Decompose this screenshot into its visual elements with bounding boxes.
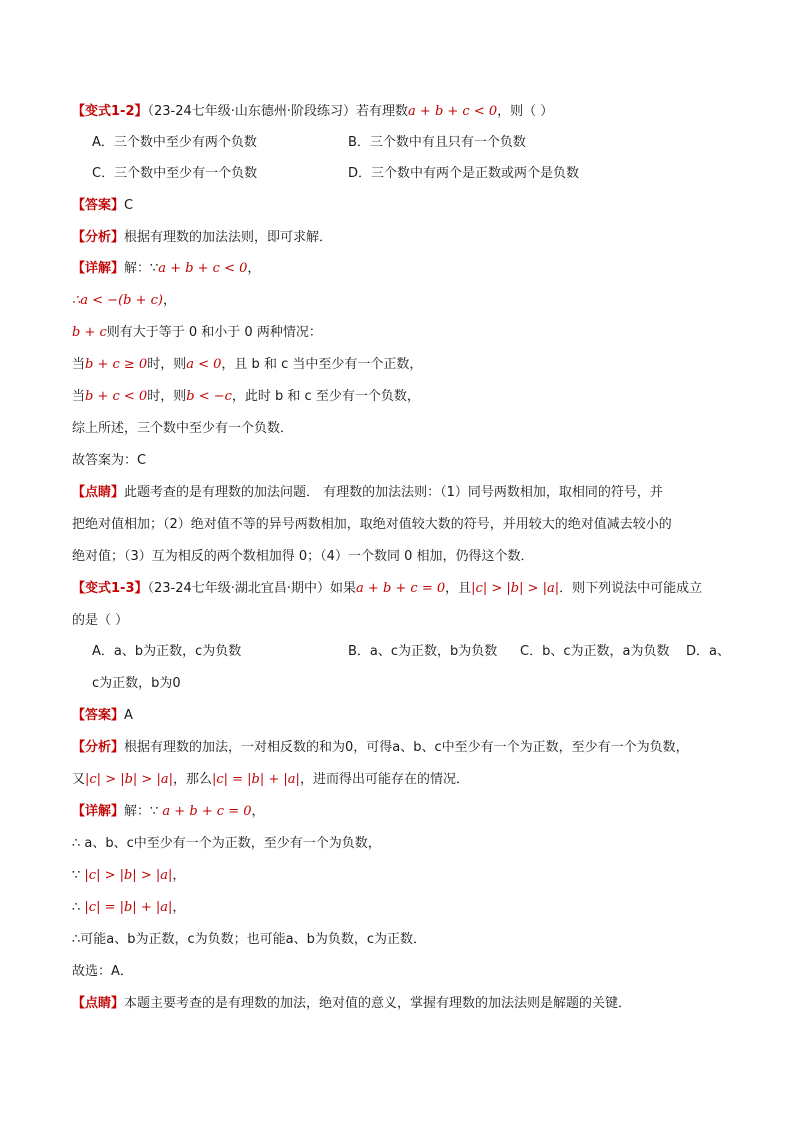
math-expression: a + b + c < 0 (158, 261, 248, 276)
detail-line-2 (72, 291, 734, 311)
analysis-text: 又 (72, 772, 86, 787)
math-expression: |c| > |b| > |a| (471, 581, 560, 596)
detail-text: ∵ (72, 868, 85, 883)
math-expression: |c| = |b| + |a| (211, 772, 300, 787)
answer-tag: 【答案】 (72, 708, 125, 723)
question-tag: 【变式1-3】 (72, 581, 148, 596)
analysis-text: 根据有理数的加法法则，即可求解． (124, 230, 333, 245)
detail-text: ， (172, 868, 186, 883)
analysis-line-2 (72, 770, 734, 790)
detail-text: ， (172, 900, 186, 915)
detail-text: ，且 b 和 c 当中至少有一个正数， (221, 357, 423, 372)
detail-line-4 (72, 898, 734, 918)
answer-line (72, 706, 734, 726)
analysis-tag: 【分析】 (72, 230, 125, 245)
math-expression: a + b + c = 0 (162, 804, 252, 819)
detail-line-7: 故答案为：C (72, 453, 147, 468)
math-expression: a < 0 (186, 357, 222, 372)
analysis-tag: 【分析】 (72, 740, 125, 755)
question-text: ，且 (445, 581, 472, 596)
analysis-text: ，那么 (172, 772, 212, 787)
question-1-3 (72, 579, 734, 599)
detail-line-1 (72, 259, 734, 279)
option-d-continued: c为正数，b为0 (92, 676, 181, 691)
math-expression: b + c (72, 325, 107, 340)
detail-line-6: 综上所述，三个数中至少有一个负数． (72, 421, 294, 436)
detail-text: ， (162, 293, 176, 308)
comment-tag: 【点睛】 (72, 485, 125, 500)
analysis-line-1 (72, 738, 734, 758)
analysis-line (72, 228, 734, 248)
comment-tag: 【点睛】 (72, 996, 125, 1011)
option-b: B．三个数中有且只有一个负数 (348, 135, 526, 150)
detail-tag: 【详解】 (72, 804, 125, 819)
math-expression: b < −c (186, 389, 232, 404)
math-expression: |c| > |b| > |a| (84, 868, 173, 883)
question-source: （23-24七年级·山东德州·阶段练习）若有理数 (147, 104, 409, 119)
answer-value: C (124, 198, 134, 213)
option-c: C．b、c为正数，a为负数 (520, 644, 670, 659)
question-1-2 (72, 102, 734, 122)
detail-text: 当 (72, 357, 86, 372)
detail-line-5: ∴可能a、b为正数，c为负数；也可能a、b为负数，c为正数． (72, 932, 427, 947)
math-expression: |c| > |b| > |a| (85, 772, 173, 787)
detail-text: 则有大于等于 0 和小于 0 两种情况： (106, 325, 322, 340)
answer-tag: 【答案】 (72, 198, 125, 213)
comment-line (72, 994, 734, 1014)
comment-line-3: 绝对值；（3）互为相反的两个数相加得 0；（4）一个数同 0 相加，仍得这个数． (72, 549, 534, 564)
question-1-3-line-2: 的是（ ） (72, 613, 129, 628)
comment-text: 本题主要考查的是有理数的加法，绝对值的意义，掌握有理数的加法法则是解题的关键． (124, 996, 632, 1011)
comment-line-2: 把绝对值相加；（2）绝对值不等的异号两数相加，取绝对值较大数的符号，并用较大的绝对值减去较小的 (72, 517, 672, 532)
detail-text: ， (251, 804, 265, 819)
detail-text: ∴ (72, 900, 85, 915)
option-d: D．a、 (686, 644, 730, 659)
math-expression: b + c < 0 (85, 389, 148, 404)
detail-line-3 (72, 323, 734, 343)
analysis-text: ，进而得出可能存在的情况． (299, 772, 469, 787)
detail-line-4 (72, 355, 734, 375)
comment-text: 此题考查的是有理数的加法问题． 有理数的加法法则：（1）同号两数相加，取相同的符号，并 (124, 485, 663, 500)
comment-line-1 (72, 483, 734, 503)
option-b: B．a、c为正数，b为负数 (348, 644, 498, 659)
question-tail: ．则下列说法中可能成立 (559, 581, 703, 596)
answer-value: A (124, 708, 133, 723)
detail-tag: 【详解】 (72, 261, 125, 276)
math-expression: |c| = |b| + |a| (84, 900, 173, 915)
math-expression: b + c ≥ 0 (85, 357, 148, 372)
detail-text: 时，则 (147, 357, 187, 372)
option-d: D．三个数中有两个是正数或两个是负数 (348, 166, 580, 181)
detail-line-6: 故选：A． (72, 964, 133, 979)
detail-text: ，此时 b 和 c 至少有一个负数， (231, 389, 420, 404)
question-source: （23-24七年级·湖北宜昌·期中）如果 (147, 581, 357, 596)
detail-text: ， (247, 261, 261, 276)
detail-line-1 (72, 802, 734, 822)
detail-text: 当 (72, 389, 86, 404)
option-a: A．三个数中至少有两个负数 (92, 135, 257, 150)
math-expression: a + b + c < 0 (408, 104, 498, 119)
answer-line (72, 196, 734, 216)
option-c: C．三个数中至少有一个负数 (92, 166, 258, 181)
math-expression: ∴a < −(b + c) (72, 293, 163, 308)
detail-line-2: ∴ a、b、c中至少有一个为正数，至少有一个为负数， (72, 836, 381, 851)
detail-text: 时，则 (147, 389, 187, 404)
detail-text: 解：∵ (124, 804, 163, 819)
option-a: A．a、b为正数，c为负数 (92, 644, 242, 659)
analysis-text: 根据有理数的加法，一对相反数的和为0，可得a、b、c中至少有一个为正数，至少有一个为负数， (124, 740, 689, 755)
question-tail: ，则（ ） (497, 104, 554, 119)
math-expression: a + b + c = 0 (356, 581, 446, 596)
detail-text: 解：∵ (124, 261, 159, 276)
question-tag: 【变式1-2】 (72, 104, 148, 119)
detail-line-3 (72, 866, 734, 886)
detail-line-5 (72, 387, 734, 407)
